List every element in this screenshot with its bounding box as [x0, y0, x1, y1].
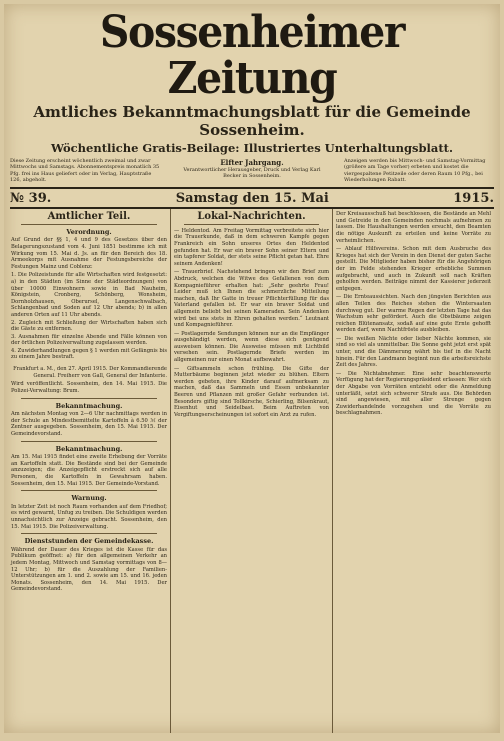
publisher-text: Verantwortlicher Herausgeber, Druck und Verlag Karl Becker in Sossenheim. [183, 167, 321, 180]
masthead [4, 4, 500, 155]
section-title: Warnung. [71, 494, 107, 503]
columns [4, 209, 500, 733]
column-official [8, 209, 170, 733]
news-paragraph: — Trauerbrief. Nachstehend bringen wir den Brief zum Abdruck, welchen die Witwe des Gefallenen von dem Kompagnieführer erhalten hat: „Sehr geehrte Frau! Leider muß ich Ihnen die schmerzliche Mitteilung machen, daß Ihr Gatte in treuer Pflichterfüllung für das Vaterland gefallen ist. Er war ein braver Soldat und allgemein beliebt bei seinen Kameraden. Sein Andenken wird bei uns stets in Ehren gehalten werden.“ Leutnant und Kompagnieführer. [174, 269, 329, 329]
publisher-info [177, 158, 327, 183]
news-paragraph: — Die Ernteaussichten. Nach den jüngsten Berichten aus allen Teilen des Reiches stehen die Wintersaaten durchweg gut. Der warme Regen der letzten Tage hat das Wachstum sehr gefördert. Auch die Obstbäume zeigen reichen Blütenansatz, sodaß auf eine gute Ernte gehofft werden darf, wenn Nachtfröste ausbleiben. [336, 294, 491, 334]
divider [21, 533, 157, 534]
newspaper-subtitle: Amtliches Bekanntmachungsblatt für die Gemeinde Sossenheim. [33, 103, 471, 139]
news-paragraph: — Ablauf Hilfsvereins. Schon mit dem Ausbruche des Krieges hat sich der Verein in den Dienst der guten Sache gestellt. Die Mitglieder haben bisher für die Angehörigen der im Felde stehenden Krieger erhebliche Summen aufgebracht, und auch in Zukunft soll nach Kräften geholfen werden. Beiträge nimmt der Kassierer jederzeit entgegen. [336, 246, 491, 292]
section-text: Am 15. Mai 1915 findet eine zweite Erhebung der Vorräte an Kartoffeln statt. Die Bestände sind bei der Gemeinde anzuzeigen; die Anzeigepflicht erstreckt sich auf alle Personen, die Kartoffeln in Gewahrsam haben. Sossenheim, den 15. Mai 1915. Der Gemeinde-Vorstand. [11, 454, 167, 487]
divider [21, 398, 157, 399]
signature: Frankfurt a. M., den 27. April 1915. Der Kommandierende General. Freiherr von Gall, General der Infanterie. [13, 366, 167, 379]
section-text: In letzter Zeit ist noch Raum vorhanden auf dem Friedhof; es wird gewarnt, Unfug zu treiben. Die Schuldigen werden unnachsichtlich zur Anzeige gebracht. Sossenheim, den 15. Mai 1915. Die Polizeiverwaltung. [11, 503, 167, 530]
column-local-news [170, 209, 332, 733]
divider [184, 224, 319, 225]
section-text: Während der Dauer des Krieges ist die Kasse für das Publikum geöffnet: a) für den allgemeinen Verkehr an jedem Montag, Mittwoch und Samstag vormittags von 8—12 Uhr; b) für die Auszahlung der Familien-Unterstützungen am 1. und 2. sowie am 15. und 16. jeden Monats. Sossenheim, den 14. Mai 1915. Der Gemeindevorstand. [11, 546, 167, 593]
divider [21, 441, 157, 442]
advert-info: Anzeigen werden bis Mittwoch- und Samstag-Vormittag (größere am Tage vorher) erbeten und kostet die viergespaltene Petitzeile oder deren Raum 10 Pfg., bei Wiederholungen Rabatt. [344, 158, 486, 183]
ordinance-list [11, 272, 167, 361]
section-title: Verordnung. [66, 227, 112, 236]
column-continued [332, 209, 494, 733]
divider [21, 490, 157, 491]
dateline [10, 187, 494, 209]
issue-year: 1915. [453, 190, 494, 206]
subscription-info: Diese Zeitung erscheint wöchentlich zweimal und zwar Mittwochs und Samstags. Abonnementspreis monatlich 35 Pfg. frei ins Haus geliefert oder im Verlag, Hauptstraße 126, abgeholt. [10, 158, 160, 183]
list-item: 1. Die Polizeistunde für alle Wirtschaften wird festgesetzt: a) in den Städten (im Sinne der Städteordnungen) von über 10000 Einwohnern sowie in Bad Nauheim, Königstein, Cronberg, Schönberg, Wonsheim, Dornholzhausen, Oberursel, Langenschwalbach, Schlangenbad und Soden auf 12 Uhr abends; b) in allen anderen Orten auf 11 Uhr abends. [11, 272, 167, 318]
list-item: 3. Ausnahmen für einzelne Abende und Fälle können von der örtlichen Polizeiverwaltung zugelassen werden. [11, 333, 167, 347]
supplement-line: Wöchentliche Gratis-Beilage: Illustriertes Unterhaltungsblatt. [51, 141, 453, 155]
local-news-heading: Lokal-Nachrichten. [197, 211, 306, 223]
section-text: Auf Grund der §§ 1, 4 und 9 des Gesetzes über den Belagerungszustand vom 4. Juni 1851 bestimme ich mit Wirkung vom 15. Mai d. Js. an für den Bereich des 18. Armeekorps mit Ausnahme der Festungsbereiche der Festungen Mainz und Coblenz: [11, 237, 167, 270]
divider [21, 224, 157, 225]
section-title: Bekanntmachung. [55, 401, 123, 410]
news-paragraph: — Die Nichtabnehmer. Eine sehr beachtenswerte Verfügung hat der Regierungspräsident erlassen: Wer sich der Abgabe von Vorräten entzieht oder die Anmeldung unterläßt, setzt sich schwerer Strafe aus. Die Behörden sind angewiesen, mit aller Strenge gegen Zuwiderhandelnde vorzugehen und die Vorräte zu beschlagnahmen. [336, 370, 491, 417]
section-text: Wird veröffentlicht. Sossenheim, den 14. Mai 1915. Die Polizei-Verwaltung: Brum. [11, 381, 167, 395]
official-heading: Amtlicher Teil. [47, 211, 131, 223]
newspaper-page [4, 4, 500, 733]
list-item: 4. Zuwiderhandlungen gegen § 1 werden mit Gefängnis bis zu einem Jahre bestraft. [11, 347, 167, 361]
news-paragraph: — Heldentod. Am Freitag Vormittag verbreitete sich hier die Trauerkunde, daß in dem schweren Kampfe gegen Frankreich ein Sohn unseres Ortes den Heldentod gefunden hat. Er war ein braver Sohn seiner Eltern und ein tapferer Soldat, der stets seine Pflicht getan hat. Ehre seinem Andenken! [174, 227, 329, 267]
masthead-info [4, 155, 500, 183]
news-paragraph: Der Kreisausschuß hat beschlossen, die Bestände an Mehl und Getreide in den Gemeinden nochmals aufnehmen zu lassen. Die Haushaltungen werden ersucht, den Beamten die nötige Auskunft zu erteilen und keine Vorräte zu verheimlichen. [336, 211, 491, 244]
issue-date: Samstag den 15. Mai [175, 190, 329, 206]
news-paragraph: — Giftsammeln schon frühling. Die Gifte der Mutterbäume beginnen jetzt wieder zu blühen. Eltern werden gebeten, ihre Kinder darauf aufmerksam zu machen, daß das Sammeln und Essen unbekannter Beeren und Pflanzen mit großer Gefahr verbunden ist. Besonders giftig sind Tollkirsche, Schierling, Bilsenkraut, Eisenhut und Seidelbast. Beim Auftreten von Vergiftungserscheinungen ist sofort ein Arzt zu rufen. [174, 365, 329, 418]
list-item: 2. Zugleich mit Schließung der Wirtschaften haben sich die Gäste zu entfernen. [11, 319, 167, 333]
section-title: Dienststunden der Gemeindekasse. [24, 537, 154, 546]
volume-year: Elfter Jahrgang. [220, 158, 284, 167]
newspaper-title: Sossenheimer Zeitung [99, 7, 405, 104]
issue-number: № 39. [10, 190, 52, 206]
news-paragraph: — Die weißen Nächte oder lieber Nächte kommen, sie sind so viel als unmittelbar. Die Sonne geht jetzt erst spät unter, und die Dämmerung währt bis tief in die Nacht hinein. Für den Landmann beginnt nun die arbeitsreichste Zeit des Jahres. [336, 335, 491, 369]
section-text: Am nächsten Montag von 2—6 Uhr nachmittags werden in der Schule an Mindestbemittelte Kartoffeln à 6.50 ℳ der Zentner ausgegeben. Sossenheim, den 15. Mai 1915. Der Gemeindevorstand. [11, 411, 167, 437]
section-title: Bekanntmachung. [55, 444, 123, 453]
news-paragraph: — Postlagernde Sendungen können nur an die Empfänger ausgehändigt werden, wenn diese sich genügend ausweisen können. Die Ausweise müssen mit Lichtbild versehen sein. Postlagernde Briefe werden im allgemeinen nur einen Monat aufbewahrt. [174, 330, 329, 364]
